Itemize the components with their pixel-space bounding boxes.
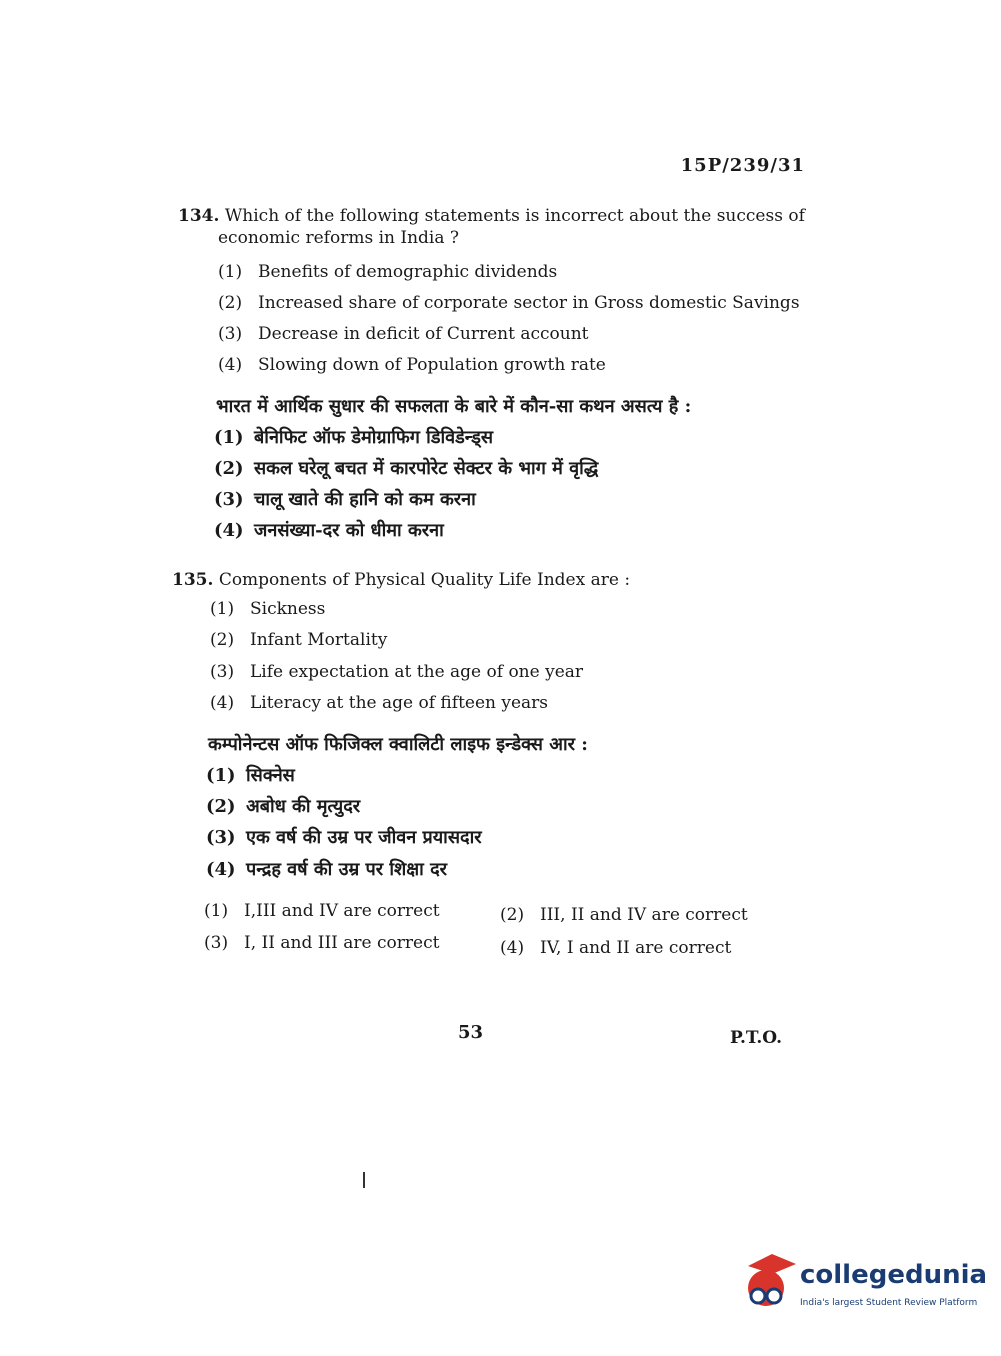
option-hi-4 [214,518,444,542]
option-en-1 [218,262,557,282]
option-text: Infant Mortality [250,630,388,650]
question-135 [172,569,812,591]
option-number: (2) [218,293,243,313]
option-text: चालू खाते की हानि को कम करना [254,489,476,510]
option-text: Sickness [250,599,326,619]
option-text: Increased share of corporate sector in Gross domestic Savings [258,293,800,313]
option-number: (1) [214,427,244,448]
option-number: (1) [218,262,243,282]
option-hi-3 [206,825,482,849]
stray-mark [363,1172,365,1188]
option-number: (2) [210,630,235,650]
answer-choice-2 [500,905,748,925]
option-hi-1 [206,763,295,787]
option-hi-2 [206,794,360,818]
option-number: (4) [206,859,236,880]
option-text: III, II and IV are correct [540,905,748,925]
option-text: Benefits of demographic dividends [258,262,558,282]
option-number: (4) [210,693,235,713]
answer-choice-4 [500,938,731,958]
option-text: बेनिफिट ऑफ डेमोग्राफिग डिविडेन्ड्स [254,427,494,448]
question-stem-hindi: कम्पोनेन्टस ऑफ फिजिक्ल क्वालिटी लाइफ इन्डेक्स आर : [208,734,588,755]
mascot-icon [742,1252,798,1314]
logo-name: collegedunia [800,1260,988,1290]
option-text: जनसंख्या-दर को धीमा करना [254,520,444,541]
option-text: Life expectation at the age of one year [250,662,584,682]
option-hi-1 [214,425,493,449]
collegedunia-logo [742,1252,988,1322]
option-number: (2) [206,796,236,817]
option-number: (2) [500,905,525,925]
option-hi-2 [214,456,598,480]
option-text: IV, I and II are correct [540,938,732,958]
option-en-2 [210,630,387,650]
option-number: (4) [214,520,244,541]
logo-tagline: India's largest Student Review Platform [800,1298,978,1308]
option-text: Literacy at the age of fifteen years [250,693,549,713]
option-text: I,III and IV are correct [244,901,440,921]
option-text: Decrease in deficit of Current account [258,324,589,344]
question-stem: Components of Physical Quality Life Index are : [218,570,631,590]
question-134 [178,205,808,249]
pto-label: P.T.O. [730,1028,782,1048]
option-text: एक वर्ष की उम्र पर जीवन प्रयासदार [246,827,482,848]
option-number: (3) [206,827,236,848]
option-number: (4) [218,355,243,375]
question-stem-cont: economic reforms in India ? [218,228,459,248]
answer-choice-1 [204,901,440,921]
answer-choice-3 [204,933,439,953]
option-en-4 [218,355,606,375]
option-number: (1) [210,599,235,619]
option-number: (3) [204,933,229,953]
option-number: (4) [500,938,525,958]
option-text: सकल घरेलू बचत में कारपोरेट सेक्टर के भाग में वृद्धि [254,458,599,479]
option-en-4 [210,693,548,713]
option-hi-4 [206,857,447,881]
question-stem: Which of the following statements is incorrect about the success of [224,206,805,226]
option-en-2 [218,293,800,313]
paper-code: 15P/239/31 [680,155,805,176]
option-number: (1) [204,901,229,921]
option-number: (1) [206,765,236,786]
option-hi-3 [214,487,476,511]
option-number: (3) [218,324,243,344]
option-text: पन्द्रह वर्ष की उम्र पर शिक्षा दर [246,859,448,880]
option-text: अबोध की मृत्युदर [246,796,361,817]
option-text: Slowing down of Population growth rate [258,355,606,375]
option-number: (3) [210,662,235,682]
option-number: (2) [214,458,244,479]
question-stem-hindi: भारत में आर्थिक सुधार की सफलता के बारे में कौन-सा कथन असत्य है : [216,396,692,417]
option-en-1 [210,599,325,619]
option-en-3 [210,662,583,682]
option-number: (3) [214,489,244,510]
option-text: I, II and III are correct [244,933,440,953]
option-en-3 [218,324,589,344]
page-number: 53 [458,1022,484,1043]
question-number: 134. [178,206,220,226]
question-number: 135. [172,570,214,590]
option-text: सिक्नेस [246,765,295,786]
